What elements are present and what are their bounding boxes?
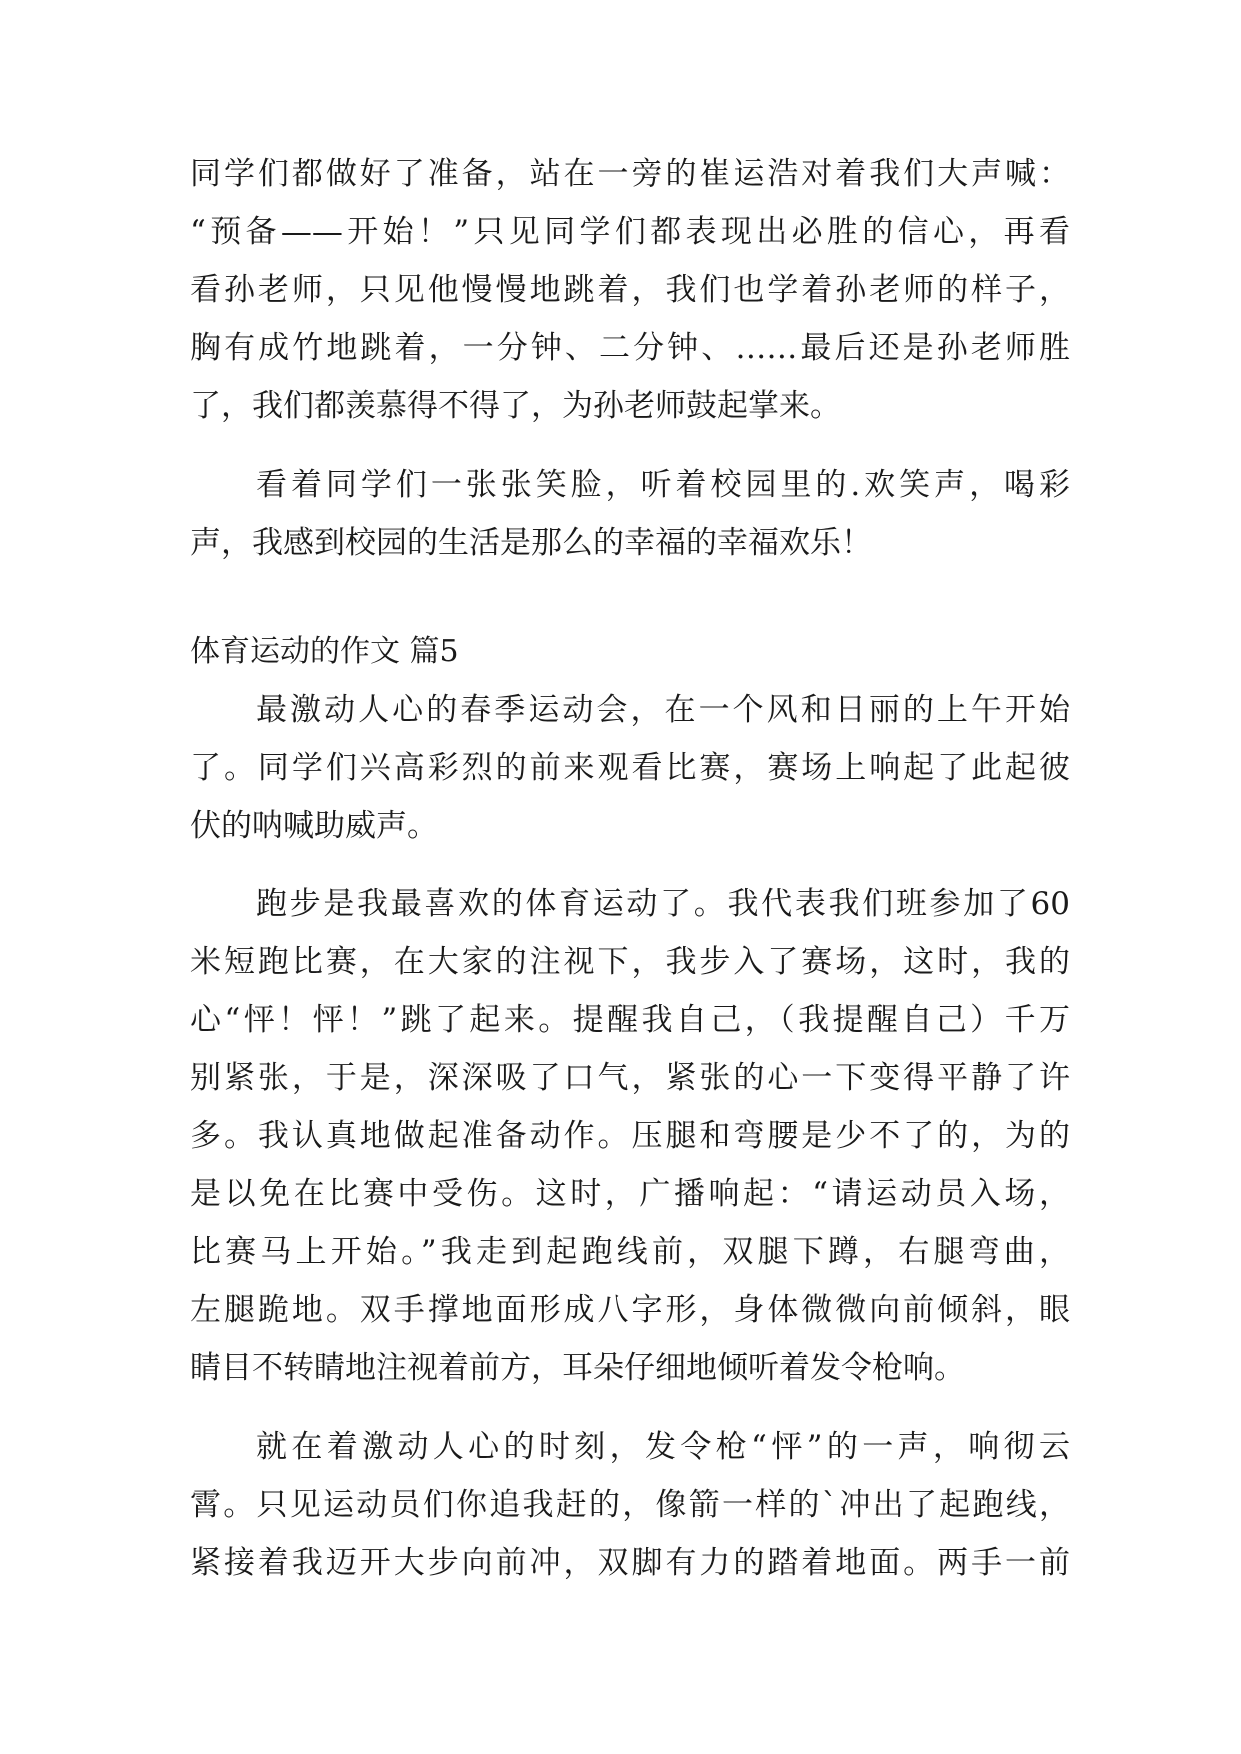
text-line: 别紧张，于是，深深吸了口气，紧张的心一下变得平静了许 (190, 1060, 1070, 1096)
text-line: 心“怦！怦！”跳了起来。提醒我自己，（我提醒自己）千万 (190, 1002, 1070, 1038)
text-line: 伏的呐喊助威声。 (190, 808, 438, 844)
text-line: 同学们都做好了准备，站在一旁的崔运浩对着我们大声喊： (190, 156, 1070, 192)
text-line: 看孙老师，只见他慢慢地跳着，我们也学着孙老师的样子， (190, 272, 1070, 308)
text-line: 最激动人心的春季运动会，在一个风和日丽的上午开始 (256, 692, 1070, 728)
text-line: 跑步是我最喜欢的体育运动了。我代表我们班参加了60 (256, 886, 1070, 922)
section-heading: 体育运动的作文 篇5 (190, 634, 459, 669)
text-line: 紧接着我迈开大步向前冲，双脚有力的踏着地面。两手一前 (190, 1545, 1070, 1581)
text-line: 胸有成竹地跳着，一分钟、二分钟、……最后还是孙老师胜 (190, 330, 1070, 366)
text-line: 就在着激动人心的时刻，发令枪“怦”的一声，响彻云 (256, 1429, 1070, 1465)
text-line: 睛目不转睛地注视着前方，耳朵仔细地倾听着发令枪响。 (190, 1350, 965, 1386)
text-line: 左腿跪地。双手撑地面形成八字形，身体微微向前倾斜，眼 (190, 1292, 1070, 1328)
text-line: 声，我感到校园的生活是那么的幸福的幸福欢乐！ (190, 525, 872, 561)
text-line: 了。同学们兴高彩烈的前来观看比赛，赛场上响起了此起彼 (190, 750, 1070, 786)
text-line: 比赛马上开始。”我走到起跑线前，双腿下蹲，右腿弯曲， (190, 1234, 1070, 1270)
text-line: 米短跑比赛，在大家的注视下，我步入了赛场，这时，我的 (190, 944, 1070, 980)
text-line: “预备——开始！”只见同学们都表现出必胜的信心，再看 (190, 214, 1070, 250)
text-line: 了，我们都羡慕得不得了，为孙老师鼓起掌来。 (190, 388, 841, 424)
text-line: 看着同学们一张张笑脸，听着校园里的.欢笑声，喝彩 (256, 467, 1070, 503)
text-line: 多。我认真地做起准备动作。压腿和弯腰是少不了的，为的 (190, 1118, 1070, 1154)
text-line: 是以免在比赛中受伤。这时，广播响起：“请运动员入场， (190, 1176, 1070, 1212)
text-line: 霄。只见运动员们你追我赶的，像箭一样的`冲出了起跑线， (190, 1487, 1070, 1523)
